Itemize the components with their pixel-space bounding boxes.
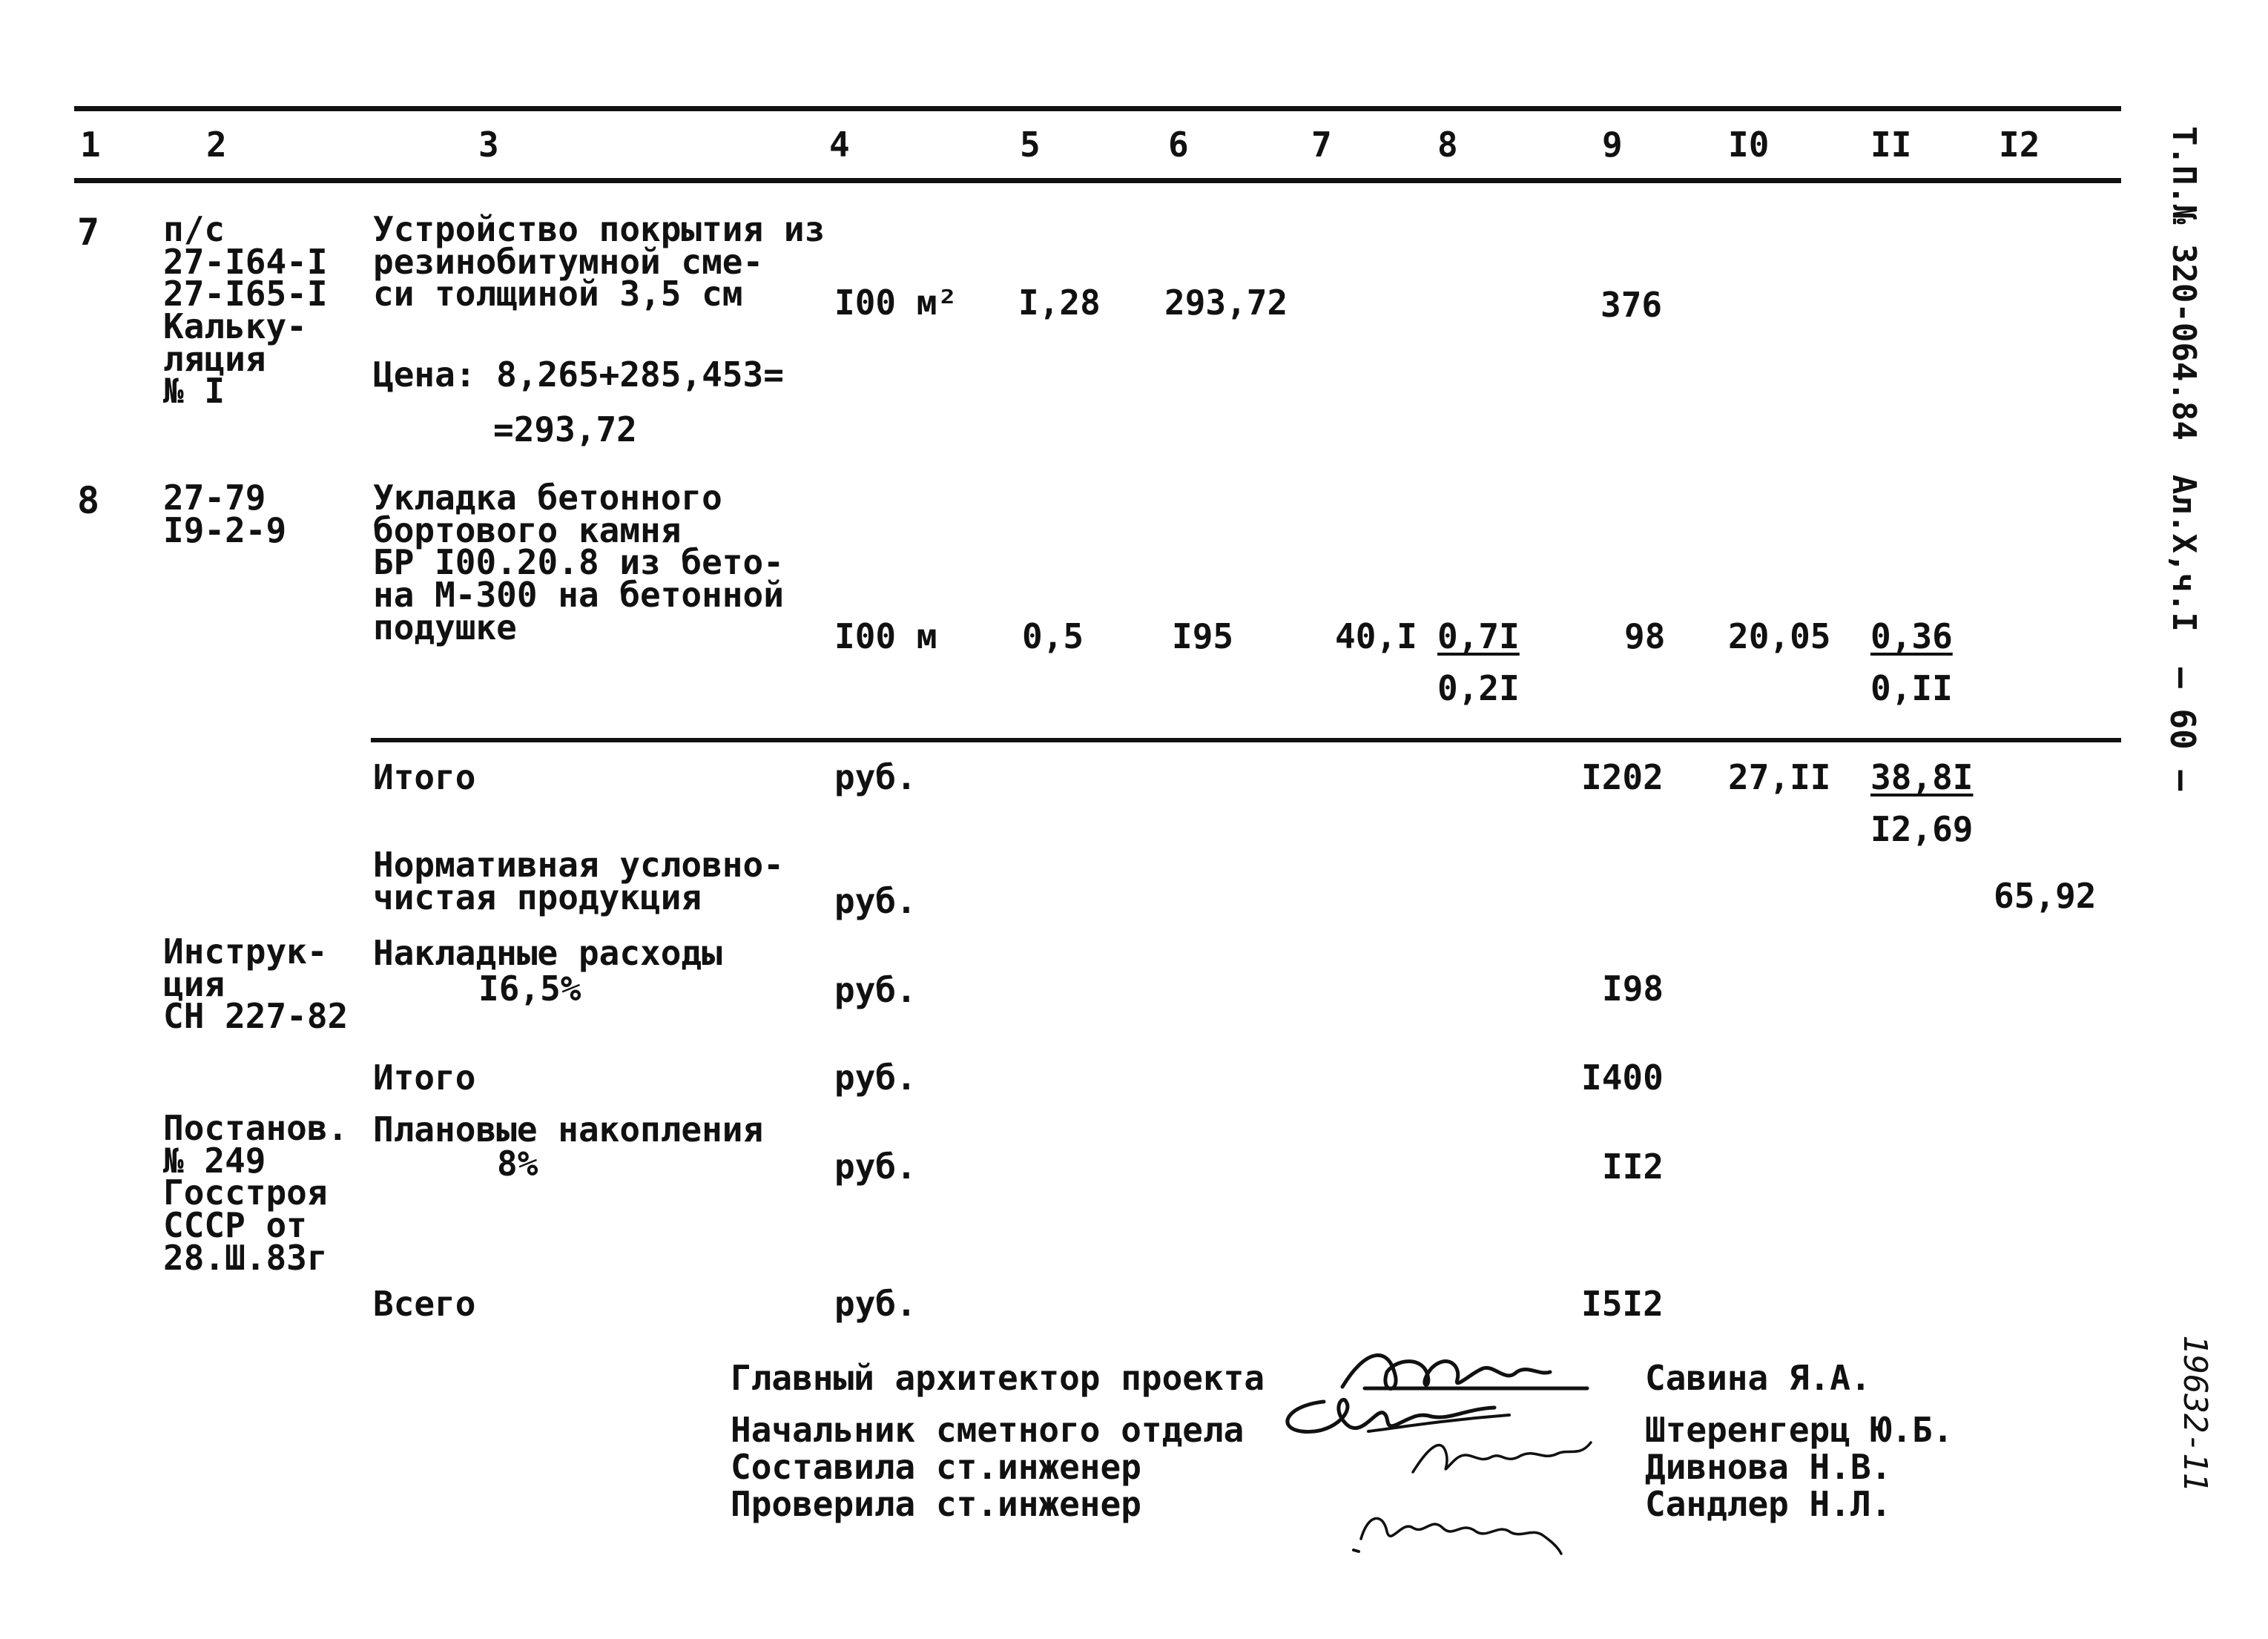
signature-role: Составила ст.инженер <box>731 1447 1141 1487</box>
col-header-9: 9 <box>1602 125 1623 165</box>
row-description: Устройство покрытия из резинобитумной сме- си толщиной 3,5 см <box>373 209 825 314</box>
summary-basis: Инструк- ция СН 227-82 <box>163 931 349 1037</box>
row-col8-bottom: 0,2I <box>1437 668 1520 708</box>
row-number: 8 <box>77 479 100 522</box>
summary-total: I202 <box>1581 757 1664 797</box>
summary-total: II2 <box>1602 1147 1664 1187</box>
col-header-12: I2 <box>1999 125 2040 165</box>
summary-label: Нормативная условно- чистая продукция <box>373 845 784 917</box>
summary-unit: руб. <box>834 1058 917 1098</box>
signature-name: Штеренгерц Ю.Б. <box>1645 1410 1954 1450</box>
summary-label: Итого <box>373 1058 476 1098</box>
col-header-2: 2 <box>206 125 227 165</box>
row-col7: 40,I <box>1335 616 1417 656</box>
row-quantity: 0,5 <box>1022 616 1084 656</box>
row-col8-top: 0,7I <box>1437 616 1520 656</box>
summary-percent: 8% <box>497 1144 538 1184</box>
summary-percent: I6,5% <box>478 969 581 1009</box>
handwritten-signature <box>1402 1428 1602 1487</box>
summary-unit: руб. <box>834 881 917 921</box>
signature-name: Дивнова Н.В. <box>1645 1447 1892 1487</box>
col-header-10: I0 <box>1728 125 1770 165</box>
row-unit: I00 м² <box>834 283 958 323</box>
signature-name: Сандлер Н.Л. <box>1645 1484 1892 1524</box>
col-header-6: 6 <box>1168 125 1189 165</box>
page-number: — 60 — <box>2163 667 2203 791</box>
col-header-8: 8 <box>1437 125 1458 165</box>
summary-unit: руб. <box>834 970 917 1010</box>
row-quantity: I,28 <box>1018 283 1101 323</box>
summary-label: Накладные расходы <box>373 933 722 973</box>
col-header-4: 4 <box>829 125 850 165</box>
album-part: Ал.X,ч.I <box>2165 475 2203 632</box>
signature-role: Главный архитектор проекта <box>731 1358 1265 1398</box>
summary-total: I98 <box>1602 969 1664 1009</box>
summary-unit: руб. <box>834 757 917 797</box>
summary-col11-bottom: I2,69 <box>1870 809 1974 849</box>
summary-col10: 27,II <box>1728 757 1831 797</box>
summary-total: I5I2 <box>1581 1284 1664 1324</box>
handwritten-signature <box>1350 1498 1572 1565</box>
signature-role: Проверила ст.инженер <box>731 1484 1141 1524</box>
row-unit-price: I95 <box>1172 616 1234 656</box>
document-number: Т.П.№ 320-064.84 <box>2165 126 2203 441</box>
inventory-number: 19632-11 <box>2176 1335 2214 1492</box>
summary-rule <box>371 738 2121 742</box>
summary-unit: руб. <box>834 1284 917 1324</box>
row-price-formula-result: =293,72 <box>493 409 637 449</box>
row-total: 98 <box>1624 616 1666 656</box>
summary-col12: 65,92 <box>1994 876 2097 916</box>
row-number: 7 <box>77 211 100 254</box>
col-header-11: II <box>1870 125 1912 165</box>
summary-label: Плановые накопления <box>373 1109 764 1150</box>
header-bottom-rule <box>74 178 2121 183</box>
summary-label: Итого <box>373 757 476 797</box>
row-unit: I00 м <box>834 616 937 656</box>
row-code: п/с 27-I64-I 27-I65-I Кальку- ляция № I <box>163 209 328 412</box>
summary-unit: руб. <box>834 1147 917 1187</box>
signature-name: Савина Я.А. <box>1645 1358 1871 1398</box>
col-header-1: 1 <box>80 125 101 165</box>
row-unit-price: 293,72 <box>1164 283 1288 323</box>
row-code: 27-79 I9-2-9 <box>163 478 287 550</box>
col-header-5: 5 <box>1020 125 1041 165</box>
signature-role: Начальник сметного отдела <box>731 1410 1245 1450</box>
row-col10: 20,05 <box>1728 616 1831 656</box>
row-total: 376 <box>1601 285 1663 325</box>
top-rule <box>74 106 2121 111</box>
col-header-3: 3 <box>478 125 499 165</box>
summary-label: Всего <box>373 1284 476 1324</box>
row-price-formula: Цена: 8,265+285,453= <box>373 354 784 395</box>
row-col11-bottom: 0,II <box>1870 668 1953 708</box>
row-description: Укладка бетонного бортового камня БР I00.20.8 из бето- на М-300 на бетонной подушке <box>373 478 784 647</box>
row-col11-top: 0,36 <box>1870 616 1953 656</box>
col-header-7: 7 <box>1311 125 1332 165</box>
summary-col11-top: 38,8I <box>1870 757 1974 797</box>
summary-total: I400 <box>1581 1058 1664 1098</box>
summary-basis: Постанов. № 249 Госстроя СССР от 28.Ш.83г <box>163 1108 349 1278</box>
